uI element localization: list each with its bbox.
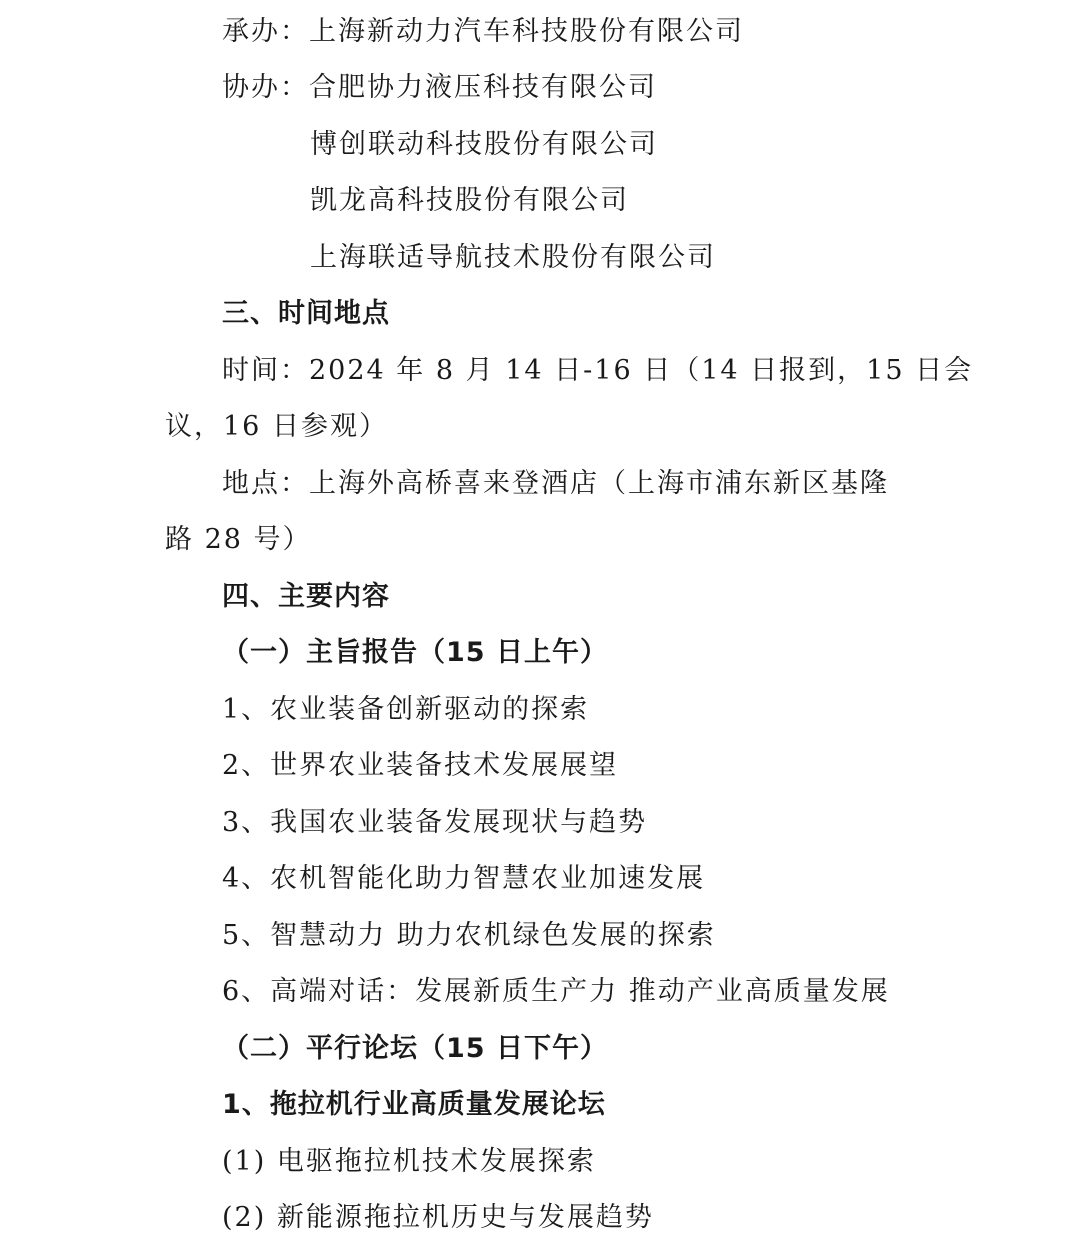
co-organizer-label: 协办： — [222, 72, 309, 103]
keynote-item: 4、农机智能化助力智慧农业加速发展 — [222, 863, 706, 894]
keynote-item: 6、高端对话：发展新质生产力 推动产业高质量发展 — [222, 976, 890, 1007]
host-line — [222, 12, 744, 52]
co-organizer: 凯龙高科技股份有限公司 — [310, 185, 629, 216]
section-heading-time-place: 三、时间地点 — [222, 298, 390, 329]
host-label: 承办： — [222, 16, 309, 47]
co-organizer-line — [222, 68, 657, 108]
time-line-1: 时间：2024 年 8 月 14 日-16 日（14 日报到，15 日会 — [222, 355, 974, 386]
forum-item: (1) 电驱拖拉机技术发展探索 — [222, 1146, 596, 1177]
co-organizer: 博创联动科技股份有限公司 — [310, 129, 658, 160]
forum-heading: 1、拖拉机行业高质量发展论坛 — [222, 1089, 606, 1120]
keynote-item: 1、农业装备创新驱动的探索 — [222, 694, 590, 725]
section-heading-main-content: 四、主要内容 — [222, 581, 390, 612]
forum-item: (2) 新能源拖拉机历史与发展趋势 — [222, 1202, 654, 1233]
subsection-heading-parallel-forums: （二）平行论坛（15 日下午） — [222, 1033, 608, 1064]
co-organizer: 上海联适导航技术股份有限公司 — [310, 242, 716, 273]
keynote-item: 3、我国农业装备发展现状与趋势 — [222, 807, 648, 838]
time-line-2: 议，16 日参观） — [165, 411, 388, 442]
co-organizer: 合肥协力液压科技有限公司 — [309, 72, 657, 103]
subsection-heading-keynote: （一）主旨报告（15 日上午） — [222, 637, 608, 668]
place-line-2: 路 28 号） — [165, 524, 312, 555]
keynote-item: 5、智慧动力 助力农机绿色发展的探索 — [222, 920, 716, 951]
place-line-1: 地点：上海外高桥喜来登酒店（上海市浦东新区基隆 — [222, 468, 889, 499]
keynote-item: 2、世界农业装备技术发展展望 — [222, 750, 619, 781]
host-organizer: 上海新动力汽车科技股份有限公司 — [309, 16, 744, 47]
